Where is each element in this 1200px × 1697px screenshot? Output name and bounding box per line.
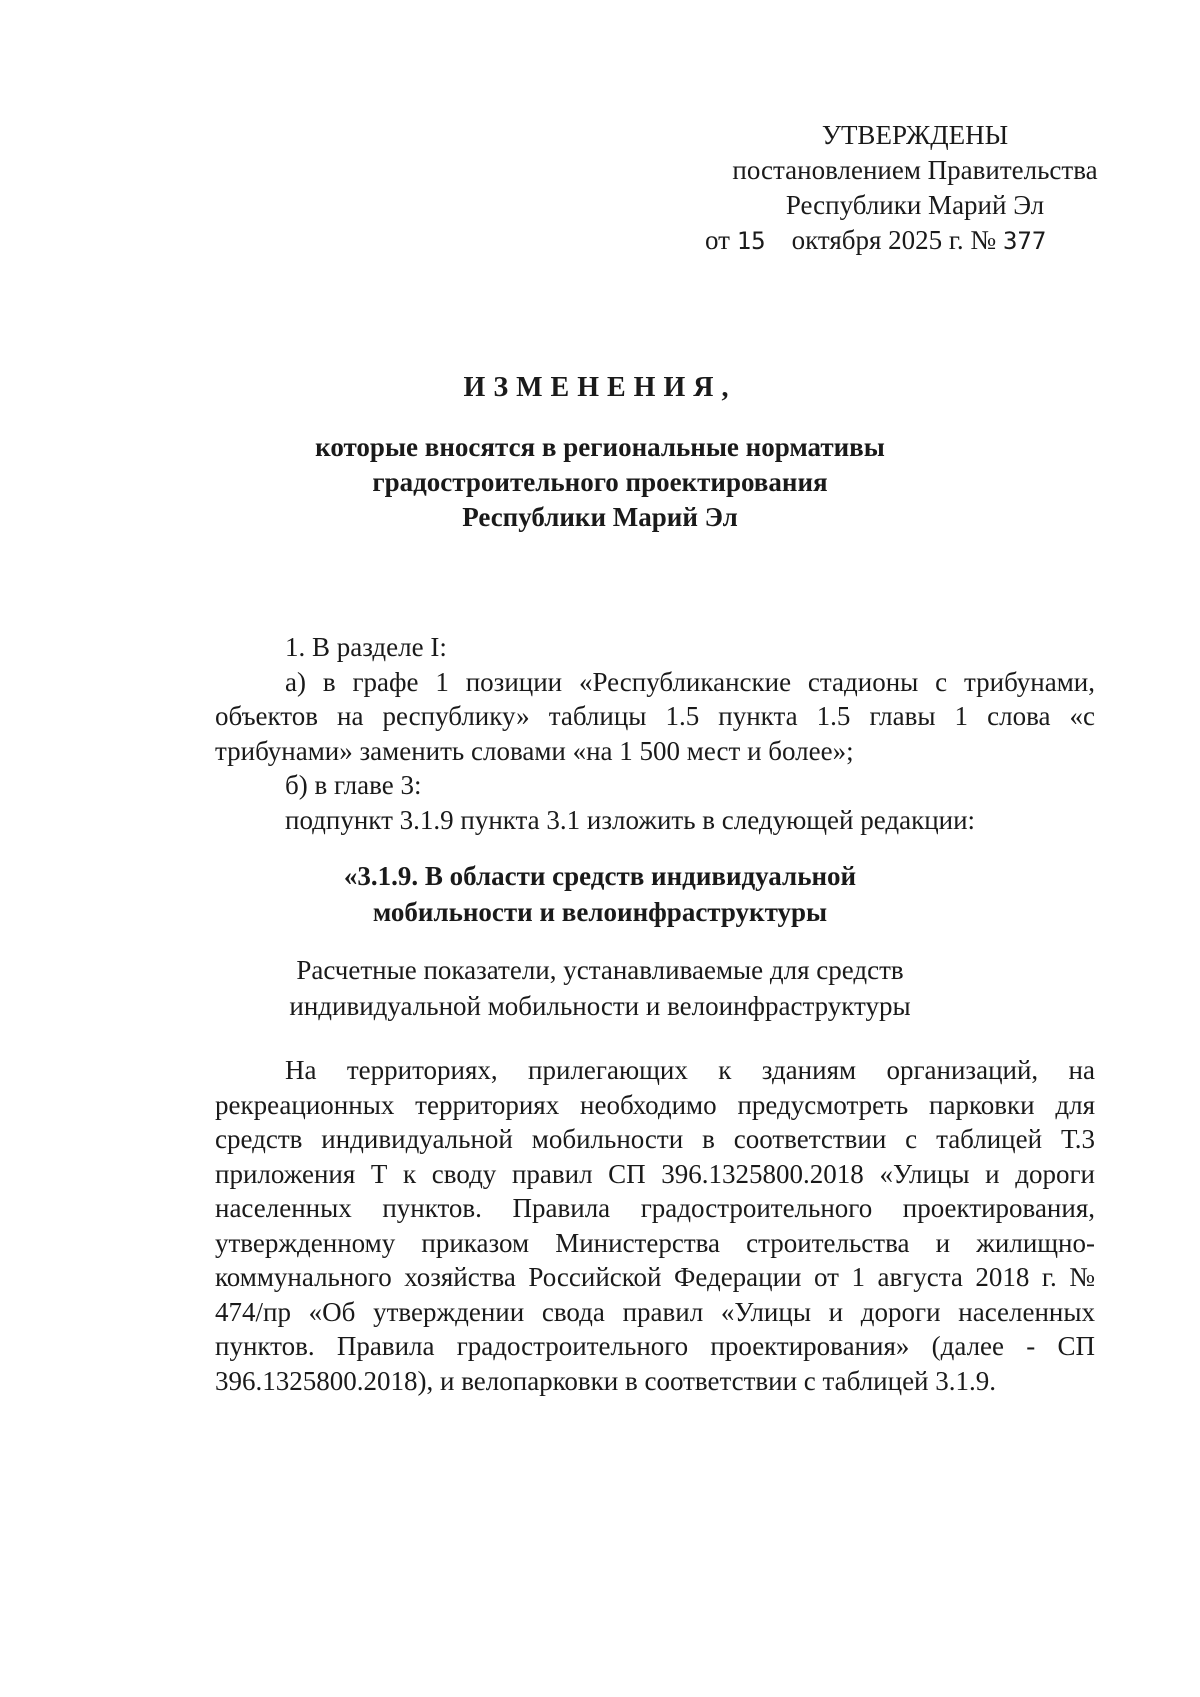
paragraph-section-intro: 1. В разделе I: [285, 632, 447, 662]
approval-date-line [700, 223, 1130, 259]
document-title: ИЗМЕНЕНИЯ, [463, 372, 737, 403]
paragraph-parking-requirements: На территориях, прилегающих к зданиям организаций, на рекреационных территориях необходимо предусмотреть парковки для средств индивидуальной мобильности в соответствии с таблицей Т.3 приложения Т к своду правил СП 396.1325800.2018 «Улицы и дороги населенных пунктов. Правила градостроительного проектирования, утвержденному приказом Министерства строительства и жилищно-коммунального хозяйства Российской Федерации от 1 августа 2018 г. № 474/пр «Об утверждении свода правил «Улицы и дороги населенных пунктов. Правила градостроительного проектирования» (далее - СП 396.1325800.2018), и велопарковки в соответствии с таблицей 3.1.9. [215, 1055, 1095, 1396]
date-day: 15 [736, 227, 766, 255]
paragraph-item-b: б) в главе 3: [285, 770, 422, 800]
approval-line-1: постановлением Правительства [732, 155, 1098, 185]
approval-block [700, 118, 1130, 259]
document-subtitle [0, 430, 1200, 535]
subtitle-line: градостроительного проектирования [372, 467, 828, 497]
subsection-heading-line: «3.1.9. В области средств индивидуальной [343, 861, 857, 891]
document-number: 377 [1002, 227, 1047, 255]
date-prefix: от [705, 225, 730, 255]
section-1-body [215, 630, 1095, 837]
subsection-caption-line: Расчетные показатели, устанавливаемые для средств [296, 955, 904, 985]
subtitle-line: которые вносятся в региональные нормативы [315, 432, 885, 462]
subsection-heading-line: мобильности и велоинфраструктуры [372, 897, 828, 927]
subsection-body [215, 1053, 1095, 1398]
paragraph-item-a: а) в графе 1 позиции «Республиканские стадионы с трибунами, объектов на республику» таблицы 1.5 пункта 1.5 главы 1 слова «с трибунами» заменить словами «на 1 500 мест и более»; [215, 666, 1095, 766]
subtitle-line: Республики Марий Эл [462, 502, 738, 532]
paragraph-subpoint: подпункт 3.1.9 пункта 3.1 изложить в следующей редакции: [285, 804, 976, 835]
subsection-caption [0, 952, 1200, 1024]
subsection-caption-line: индивидуальной мобильности и велоинфраструктуры [289, 991, 911, 1021]
approval-title: УТВЕРЖДЕНЫ [821, 120, 1009, 150]
date-rest: октября 2025 г. № [791, 225, 997, 255]
approval-line-2: Республики Марий Эл [785, 190, 1045, 220]
subsection-heading [0, 858, 1200, 930]
